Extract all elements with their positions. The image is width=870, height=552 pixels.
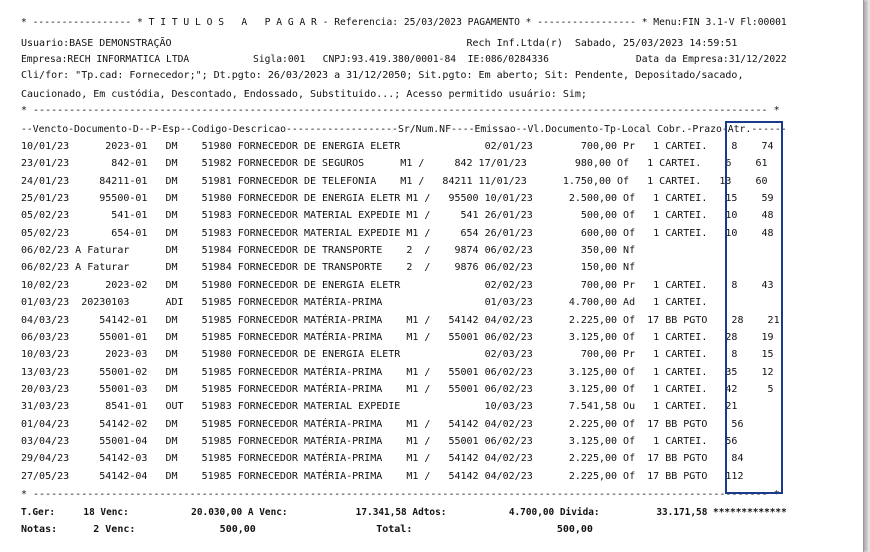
table-row: 27/05/23 54142-04 DM 51985 FORNECEDOR MATÉRIA-PRIMA M1 / 54142 04/02/23 2.225,00 Of 17 BB PGTO 112	[21, 470, 744, 482]
table-row: 06/02/23 A Faturar DM 51984 FORNECEDOR DE TRANSPORTE 2 / 9874 06/02/23 350,00 Nf	[21, 245, 636, 257]
table-row: 31/03/23 8541-01 OUT 51983 FORNECEDOR MATERIAL EXPEDIE 10/03/23 7.541,58 Ou 1 CARTEI. 21	[21, 401, 738, 413]
atr-column-highlight	[725, 121, 783, 494]
column-header: --Vencto-Documento-D--P-Esp--Codigo-Descricao-------------------Sr/Num.NF----Emissao--Vl.Documento-Tp-Local Cobr.-Prazo-Atr.------	[21, 124, 787, 135]
table-row: 10/01/23 2023-01 DM 51980 FORNECEDOR DE ENERGIA ELETR 02/01/23 700,00 Pr 1 CARTEI. 8 74	[21, 141, 774, 152]
table-row: 01/03/23 20230103 ADI 51985 FORNECEDOR MATÉRIA-PRIMA 01/03/23 4.700,00 Ad 1 CARTEI.	[21, 297, 708, 309]
table-row: 13/03/23 55001-02 DM 51985 FORNECEDOR MATÉRIA-PRIMA M1 / 55001 06/02/23 3.125,00 Of 1 CARTEI. 35 12	[21, 366, 774, 378]
table-row: 01/04/23 54142-02 DM 51985 FORNECEDOR MATÉRIA-PRIMA M1 / 54142 04/02/23 2.225,00 Of 17 BB PGTO 56	[21, 418, 744, 430]
table-row: 10/03/23 2023-03 DM 51980 FORNECEDOR DE ENERGIA ELETR 02/03/23 700,00 Pr 1 CARTEI. 8 15	[21, 349, 774, 361]
table-row: 05/02/23 541-01 DM 51983 FORNECEDOR MATERIAL EXPEDIE M1 / 541 26/01/23 500,00 Of 1 CARTEI. 10 48	[21, 210, 774, 222]
table-row: 24/01/23 84211-01 DM 51981 FORNECEDOR DE TELEFONIA M1 / 84211 11/01/23 1.750,00 Of 1 CARTEI. 13 60	[21, 175, 768, 187]
separator-top: * -------------------------------------------------------------------------------------------------------------------------- *	[21, 105, 780, 116]
table-row: 03/04/23 55001-04 DM 51985 FORNECEDOR MATÉRIA-PRIMA M1 / 55001 06/02/23 3.125,00 Of 1 CARTEI. 56	[21, 435, 738, 447]
filter-line-2: Caucionado, Em custódia, Descontado, Endossado, Substituido...; Acesso permitido usuário: Sim;	[21, 89, 587, 100]
filter-line-1: Cli/for: "Tp.cad: Fornecedor;"; Dt.pgto: 26/03/2023 a 31/12/2050; Sit.pgto: Em aberto; Sit: Pendente, Depositado/sacado,	[21, 70, 744, 81]
company-line: Empresa:RECH INFORMATICA LTDA Sigla:001 CNPJ:93.419.380/0001-84 IE:086/0284336 Data da Empresa:31/12/2022	[21, 54, 787, 65]
totals-line-2: Notas: 2 Venc: 500,00 Total: 500,00	[21, 524, 593, 535]
table-row: 05/02/23 654-01 DM 51983 FORNECEDOR MATERIAL EXPEDIE M1 / 654 26/01/23 600,00 Of 1 CARTEI. 10 48	[21, 227, 774, 239]
table-row: 06/02/23 A Faturar DM 51984 FORNECEDOR DE TRANSPORTE 2 / 9876 06/02/23 150,00 Nf	[21, 262, 636, 274]
separator-bottom: * -------------------------------------------------------------------------------------------------------------------------- *	[21, 489, 780, 500]
totals-line-1: T.Ger: 18 Venc: 20.030,00 A Venc: 17.341,58 Adtos: 4.700,00 Divida: 33.171,58 *************	[21, 507, 787, 518]
table-row: 06/03/23 55001-01 DM 51985 FORNECEDOR MATÉRIA-PRIMA M1 / 55001 06/02/23 3.125,00 Of 1 CARTEI. 28 19	[21, 331, 774, 343]
table-row: 10/02/23 2023-02 DM 51980 FORNECEDOR DE ENERGIA ELETR 02/02/23 700,00 Pr 1 CARTEI. 8 43	[21, 279, 774, 291]
table-row: 25/01/23 95500-01 DM 51980 FORNECEDOR DE ENERGIA ELETR M1 / 95500 10/01/23 2.500,00 Of 1 CARTEI. 15 59	[21, 193, 774, 205]
user-line: Usuario:BASE DEMONSTRAÇÃO Rech Inf.Ltda(r) Sabado, 25/03/2023 14:59:51	[21, 38, 738, 49]
table-row: 20/03/23 55001-03 DM 51985 FORNECEDOR MATÉRIA-PRIMA M1 / 55001 06/02/23 3.125,00 Of 1 CARTEI. 42 5	[21, 383, 774, 395]
table-row: 29/04/23 54142-03 DM 51985 FORNECEDOR MATÉRIA-PRIMA M1 / 54142 04/02/23 2.225,00 Of 17 BB PGTO 84	[21, 453, 744, 465]
report-title-line: * ----------------- * T I T U L O S A P A G A R - Referencia: 25/03/2023 PAGAMENTO * ----------------- * Menu:FIN 3.1-V Fl:00001	[21, 17, 787, 28]
table-row: 23/01/23 842-01 DM 51982 FORNECEDOR DE SEGUROS M1 / 842 17/01/23 980,00 Of 1 CARTEI. 6 61	[21, 158, 768, 170]
table-row: 04/03/23 54142-01 DM 51985 FORNECEDOR MATÉRIA-PRIMA M1 / 54142 04/02/23 2.225,00 Of 17 BB PGTO 28 21	[21, 314, 780, 326]
